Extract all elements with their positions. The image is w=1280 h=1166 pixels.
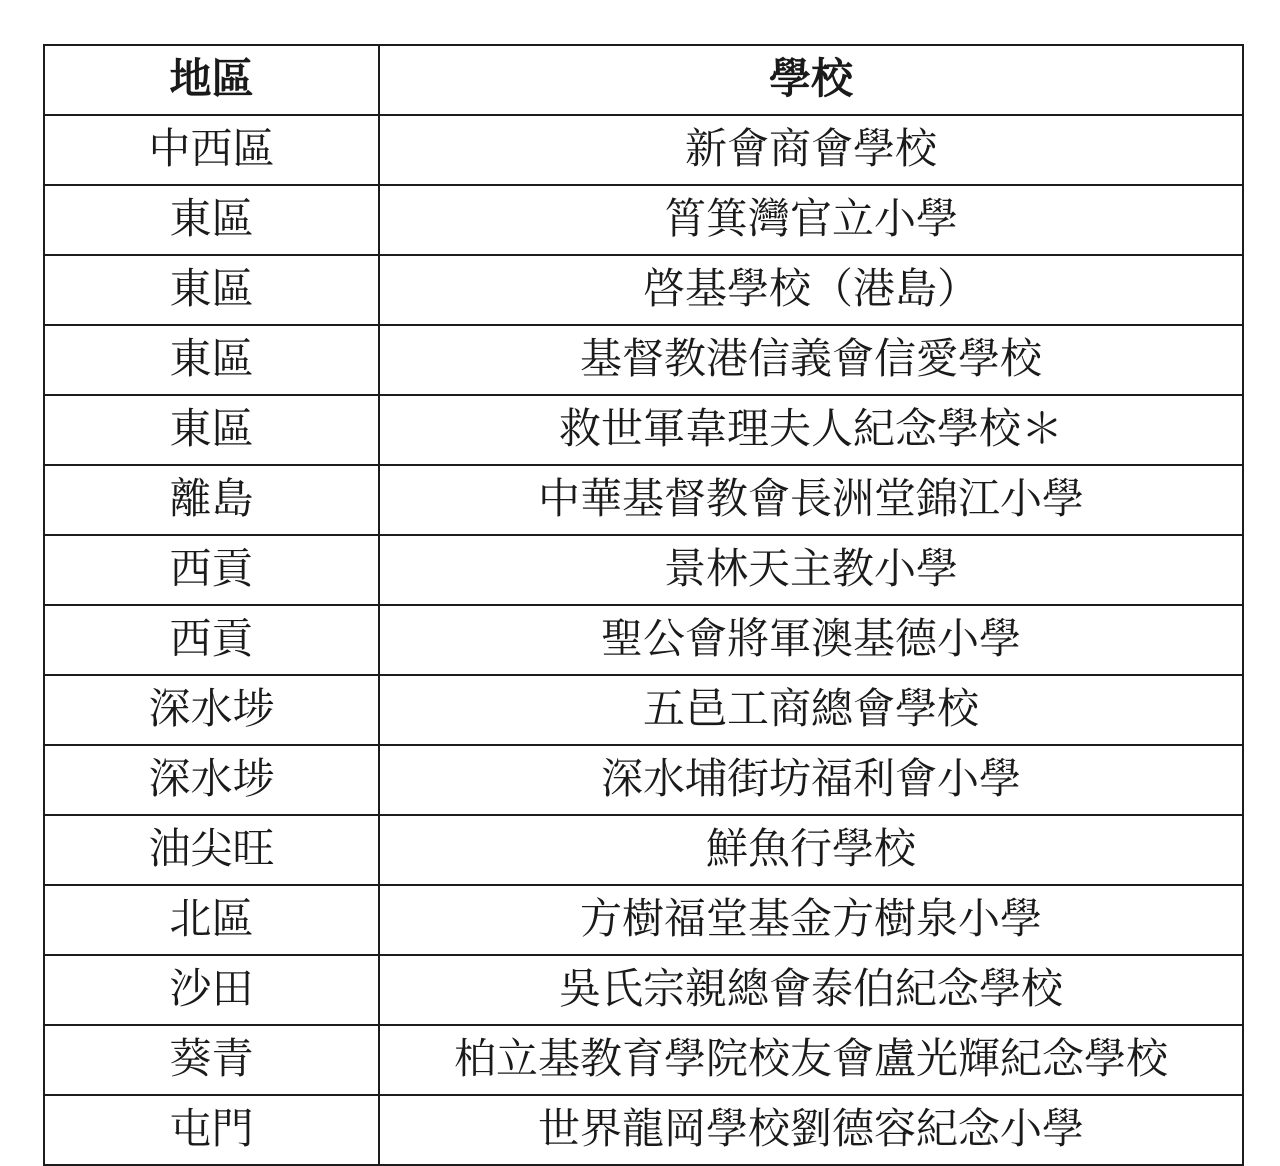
table-row [44,185,1243,255]
school-cell: 基督教港信義會信愛學校 [379,325,1243,395]
school-column-header: 學校 [379,45,1243,115]
district-cell: 西貢 [44,535,379,605]
school-cell: 吳氏宗親總會泰伯紀念學校 [379,955,1243,1025]
district-cell: 沙田 [44,955,379,1025]
school-cell: 新會商會學校 [379,115,1243,185]
district-cell: 深水埗 [44,745,379,815]
table-row [44,325,1243,395]
district-cell: 葵青 [44,1025,379,1095]
table-row [44,955,1243,1025]
school-cell: 景林天主教小學 [379,535,1243,605]
table-row [44,815,1243,885]
school-cell: 鮮魚行學校 [379,815,1243,885]
school-cell: 柏立基教育學院校友會盧光輝紀念學校 [379,1025,1243,1095]
table-row [44,675,1243,745]
district-cell: 東區 [44,255,379,325]
district-column-header: 地區 [44,45,379,115]
table-row [44,535,1243,605]
table-row [44,395,1243,465]
school-cell: 深水埔街坊福利會小學 [379,745,1243,815]
table-row [44,255,1243,325]
school-cell: 世界龍岡學校劉德容紀念小學 [379,1095,1243,1165]
table-row [44,465,1243,535]
district-cell: 東區 [44,325,379,395]
table-body [44,115,1243,1165]
table-header [44,45,1243,115]
district-cell: 東區 [44,395,379,465]
district-cell: 油尖旺 [44,815,379,885]
table-row [44,605,1243,675]
table-row [44,885,1243,955]
district-cell: 屯門 [44,1095,379,1165]
district-cell: 深水埗 [44,675,379,745]
table-row [44,115,1243,185]
table-row [44,1095,1243,1165]
school-cell: 聖公會將軍澳基德小學 [379,605,1243,675]
school-cell: 啓基學校（港島） [379,255,1243,325]
district-cell: 中西區 [44,115,379,185]
schools-by-district-table [43,44,1244,1166]
table-row [44,1025,1243,1095]
header-row [44,45,1243,115]
district-cell: 西貢 [44,605,379,675]
school-cell: 方樹福堂基金方樹泉小學 [379,885,1243,955]
school-cell: 中華基督教會長洲堂錦江小學 [379,465,1243,535]
district-cell: 東區 [44,185,379,255]
district-cell: 離島 [44,465,379,535]
table-row [44,745,1243,815]
district-cell: 北區 [44,885,379,955]
school-cell: 筲箕灣官立小學 [379,185,1243,255]
school-cell: 五邑工商總會學校 [379,675,1243,745]
school-cell: 救世軍韋理夫人紀念學校＊ [379,395,1243,465]
